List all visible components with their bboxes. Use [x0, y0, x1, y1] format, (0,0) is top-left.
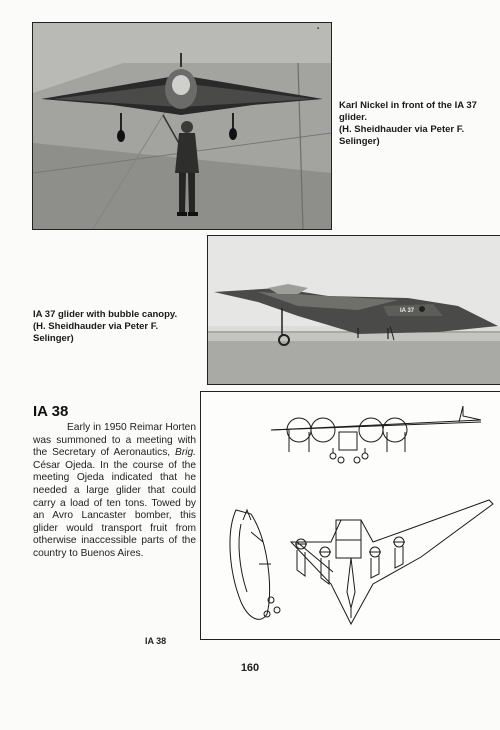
drawing-ia38	[200, 391, 500, 640]
caption-line: Selinger)	[33, 333, 74, 344]
caption-line: IA 37 glider with bubble canopy.	[33, 309, 178, 320]
caption-line: Selinger)	[339, 136, 380, 147]
fuselage-marking: IA 37	[400, 308, 415, 314]
section-heading: IA 38	[33, 403, 69, 420]
paragraph-part: Early in 1950 Reimar Horten was summoned to a meeting with the Secretary of Aeronautics,	[33, 422, 196, 459]
svg-text:▪: ▪	[317, 26, 320, 32]
page-number: 160	[240, 662, 260, 674]
caption-line: (H. Sheidhauder via Peter F.	[33, 321, 159, 332]
photo1-caption	[339, 100, 499, 148]
caption-line: (H. Sheidhauder via Peter F.	[339, 124, 465, 135]
drawing-label: IA 38	[145, 636, 167, 646]
caption-line: Karl Nickel in front of the IA 37	[339, 100, 477, 111]
caption-line: glider.	[339, 112, 367, 123]
section-paragraph	[33, 422, 196, 561]
photo2-caption	[33, 309, 195, 345]
photo-karl-nickel-ia37	[32, 22, 332, 230]
paragraph-italic: Brig.	[175, 447, 196, 459]
photo-ia37-bubble-canopy	[207, 235, 500, 385]
paragraph-part: César Ojeda. In the course of the meeting Ojeda indicated that he needed a large glider that could carry a load of ten tons. Towed by an Avro Lancaster bomber, this glider would transport fruit from otherwise inaccessible parts of the country to Buenos Aires.	[33, 459, 196, 559]
